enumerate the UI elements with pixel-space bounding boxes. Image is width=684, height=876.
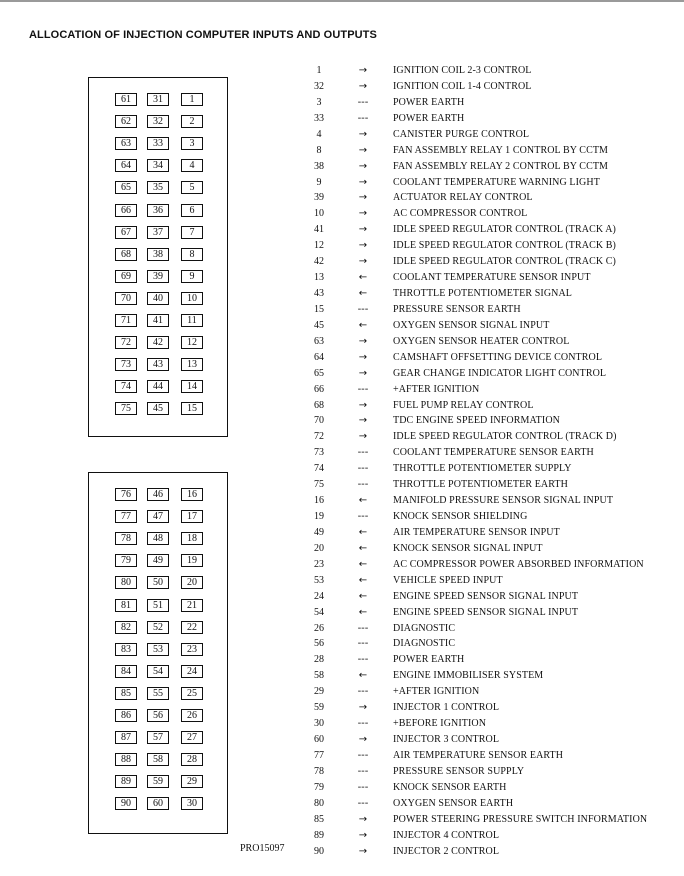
signal-description: THROTTLE POTENTIOMETER SIGNAL <box>393 288 572 300</box>
pin-number: 75 <box>314 479 324 491</box>
signal-description: THROTTLE POTENTIOMETER SUPPLY <box>393 463 572 475</box>
connector-pin: 84 <box>115 665 137 678</box>
signal-description: GEAR CHANGE INDICATOR LIGHT CONTROL <box>393 367 607 379</box>
connector-pin: 47 <box>147 510 169 523</box>
connector-pin: 13 <box>181 358 203 371</box>
connector-pin: 87 <box>115 731 137 744</box>
connector-pin: 81 <box>115 599 137 612</box>
connector-pin: 62 <box>115 115 137 128</box>
connector-pin: 65 <box>115 181 137 194</box>
signal-description: OXYGEN SENSOR SIGNAL INPUT <box>393 319 550 331</box>
connector-pin: 19 <box>181 554 203 567</box>
signal-direction: --- <box>357 303 369 315</box>
connector-pin: 89 <box>115 775 137 788</box>
connector-pin: 20 <box>181 576 203 589</box>
connector-pin: 43 <box>147 358 169 371</box>
signal-direction: --- <box>357 797 369 809</box>
pin-number: 3 <box>316 96 322 108</box>
signal-description: +AFTER IGNITION <box>393 686 480 698</box>
pin-number: 16 <box>314 495 324 507</box>
signal-description: PRESSURE SENSOR EARTH <box>393 303 521 315</box>
signal-direction: ← <box>358 319 368 331</box>
signal-direction: --- <box>357 765 369 777</box>
signal-direction: → <box>358 845 368 857</box>
pin-number: 72 <box>314 431 324 443</box>
signal-description: COOLANT TEMPERATURE WARNING LIGHT <box>393 176 600 188</box>
connector-pin: 48 <box>147 532 169 545</box>
pin-number: 23 <box>314 558 324 570</box>
signal-direction: --- <box>357 112 369 124</box>
signal-description: THROTTLE POTENTIOMETER EARTH <box>393 479 568 491</box>
pin-number: 12 <box>314 240 324 252</box>
signal-description: ENGINE IMMOBILISER SYSTEM <box>393 670 544 682</box>
connector-pin: 34 <box>147 159 169 172</box>
connector-pin: 68 <box>115 248 137 261</box>
pin-number: 10 <box>314 208 324 220</box>
signal-description: AIR TEMPERATURE SENSOR INPUT <box>393 526 560 538</box>
connector-pin: 52 <box>147 621 169 634</box>
connector-pin: 66 <box>115 204 137 217</box>
signal-description: COOLANT TEMPERATURE SENSOR EARTH <box>393 447 594 459</box>
pin-number: 15 <box>314 303 324 315</box>
signal-description: OXYGEN SENSOR HEATER CONTROL <box>393 335 570 347</box>
pin-number: 20 <box>314 542 324 554</box>
connector-pin: 21 <box>181 599 203 612</box>
connector-pin: 22 <box>181 621 203 634</box>
signal-description: ENGINE SPEED SENSOR SIGNAL INPUT <box>393 606 579 618</box>
connector-pin: 32 <box>147 115 169 128</box>
connector-pin: 63 <box>115 137 137 150</box>
signal-direction: --- <box>357 622 369 634</box>
pin-number: 32 <box>314 80 324 92</box>
connector-pin: 60 <box>147 797 169 810</box>
pin-number: 33 <box>314 112 324 124</box>
connector-pin: 46 <box>147 488 169 501</box>
pin-number: 74 <box>314 463 324 475</box>
connector-pin: 69 <box>115 270 137 283</box>
signal-direction: → <box>358 65 368 76</box>
signal-direction: ← <box>358 542 368 554</box>
connector-pin: 30 <box>181 797 203 810</box>
connector-pin: 44 <box>147 380 169 393</box>
pin-number: 24 <box>314 590 324 602</box>
connector-pin: 10 <box>181 292 203 305</box>
connector-pin: 9 <box>181 270 203 283</box>
pin-number: 38 <box>314 160 324 172</box>
connector-pin: 57 <box>147 731 169 744</box>
connector-pin: 70 <box>115 292 137 305</box>
connector-pin: 83 <box>115 643 137 656</box>
signal-direction: --- <box>357 447 369 459</box>
connector-pin: 7 <box>181 226 203 239</box>
signal-direction: → <box>358 144 368 156</box>
connector-pin: 75 <box>115 402 137 415</box>
connector-pin: 26 <box>181 709 203 722</box>
connector-pin: 79 <box>115 554 137 567</box>
signal-direction: ← <box>358 288 368 300</box>
signal-description: KNOCK SENSOR SHIELDING <box>393 511 528 523</box>
connector-pin: 6 <box>181 204 203 217</box>
pin-number: 90 <box>314 845 324 857</box>
signal-description: OXYGEN SENSOR EARTH <box>393 797 514 809</box>
signal-direction: ← <box>358 526 368 538</box>
connector-pin: 58 <box>147 753 169 766</box>
pin-number: 59 <box>314 702 324 714</box>
signal-description: COOLANT TEMPERATURE SENSOR INPUT <box>393 272 591 284</box>
connector-pin: 45 <box>147 402 169 415</box>
connector-pin: 25 <box>181 687 203 700</box>
connector-pin: 40 <box>147 292 169 305</box>
pin-number: 53 <box>314 574 324 586</box>
signal-direction: → <box>358 256 368 268</box>
signal-direction: --- <box>357 638 369 650</box>
signal-description: INJECTOR 2 CONTROL <box>393 845 500 857</box>
signal-direction: ← <box>358 272 368 284</box>
signal-description: AIR TEMPERATURE SENSOR EARTH <box>393 749 564 761</box>
signal-description: FAN ASSEMBLY RELAY 2 CONTROL BY CCTM <box>393 160 609 172</box>
connector-pin: 11 <box>181 314 203 327</box>
connector-pin: 1 <box>181 93 203 106</box>
pin-number: 73 <box>314 447 324 459</box>
signal-direction: --- <box>357 463 369 475</box>
pin-number: 8 <box>316 144 322 156</box>
signal-direction: → <box>358 160 368 172</box>
pin-number: 30 <box>314 718 324 730</box>
connector-pin: 28 <box>181 753 203 766</box>
pin-number: 89 <box>314 829 324 841</box>
pin-number: 77 <box>314 749 324 761</box>
signal-description: PRESSURE SENSOR SUPPLY <box>393 765 525 777</box>
connector-block-bottom <box>88 472 228 834</box>
signal-description: IDLE SPEED REGULATOR CONTROL (TRACK A) <box>393 224 616 236</box>
connector-pin: 12 <box>181 336 203 349</box>
signal-description: DIAGNOSTIC <box>393 622 456 634</box>
connector-pin: 80 <box>115 576 137 589</box>
pin-number: 80 <box>314 797 324 809</box>
signal-direction: → <box>358 192 368 204</box>
drawing-code: PRO15097 <box>240 843 285 854</box>
signal-direction: ← <box>358 574 368 586</box>
connector-pin: 27 <box>181 731 203 744</box>
connector-pin: 61 <box>115 93 137 106</box>
pin-number: 45 <box>314 319 324 331</box>
signal-direction: --- <box>357 654 369 666</box>
signal-description: IGNITION COIL 2-3 CONTROL <box>393 65 532 76</box>
pin-number: 70 <box>314 415 324 427</box>
connector-pin: 4 <box>181 159 203 172</box>
signal-direction: ← <box>358 606 368 618</box>
pin-number: 41 <box>314 224 324 236</box>
signal-direction: → <box>358 367 368 379</box>
pin-number: 49 <box>314 526 324 538</box>
signal-description: IDLE SPEED REGULATOR CONTROL (TRACK D) <box>393 431 617 443</box>
signal-direction: --- <box>357 749 369 761</box>
pin-number: 64 <box>314 351 324 363</box>
connector-pin: 67 <box>115 226 137 239</box>
signal-direction: → <box>358 176 368 188</box>
signal-direction: → <box>358 829 368 841</box>
connector-pin: 18 <box>181 532 203 545</box>
signal-description: AC COMPRESSOR POWER ABSORBED INFORMATION <box>393 558 644 570</box>
pin-number: 85 <box>314 813 324 825</box>
connector-pin: 71 <box>115 314 137 327</box>
connector-pin: 54 <box>147 665 169 678</box>
connector-pin: 78 <box>115 532 137 545</box>
signal-description: CAMSHAFT OFFSETTING DEVICE CONTROL <box>393 351 603 363</box>
connector-pin: 51 <box>147 599 169 612</box>
pin-number: 66 <box>314 383 324 395</box>
connector-pin: 17 <box>181 510 203 523</box>
pin-number: 65 <box>314 367 324 379</box>
connector-pin: 39 <box>147 270 169 283</box>
connector-block-top <box>88 77 228 437</box>
signal-description: FUEL PUMP RELAY CONTROL <box>393 399 534 411</box>
connector-pin: 14 <box>181 380 203 393</box>
pin-number: 54 <box>314 606 324 618</box>
signal-direction: → <box>358 208 368 220</box>
pin-number: 79 <box>314 781 324 793</box>
connector-pin: 88 <box>115 753 137 766</box>
signal-description: MANIFOLD PRESSURE SENSOR SIGNAL INPUT <box>393 495 614 507</box>
connector-pin: 38 <box>147 248 169 261</box>
connector-pin: 73 <box>115 358 137 371</box>
signal-direction: --- <box>357 511 369 523</box>
pin-number: 1 <box>316 65 322 76</box>
connector-pin: 86 <box>115 709 137 722</box>
connector-pin: 74 <box>115 380 137 393</box>
connector-pin: 33 <box>147 137 169 150</box>
connector-pin: 56 <box>147 709 169 722</box>
connector-pin: 82 <box>115 621 137 634</box>
signal-direction: --- <box>357 686 369 698</box>
signal-description: ENGINE SPEED SENSOR SIGNAL INPUT <box>393 590 579 602</box>
signal-direction: → <box>358 734 368 746</box>
signal-direction: ← <box>358 495 368 507</box>
connector-pin: 35 <box>147 181 169 194</box>
connector-pin: 36 <box>147 204 169 217</box>
signal-direction: --- <box>357 718 369 730</box>
signal-description: DIAGNOSTIC <box>393 638 456 650</box>
pin-number: 9 <box>316 176 322 188</box>
connector-pin: 59 <box>147 775 169 788</box>
signal-direction: --- <box>357 479 369 491</box>
pin-number: 63 <box>314 335 324 347</box>
connector-pin: 50 <box>147 576 169 589</box>
pin-number: 58 <box>314 670 324 682</box>
connector-pin: 5 <box>181 181 203 194</box>
signal-description: IDLE SPEED REGULATOR CONTROL (TRACK B) <box>393 240 616 252</box>
connector-pin: 53 <box>147 643 169 656</box>
signal-direction: --- <box>357 383 369 395</box>
signal-description: INJECTOR 4 CONTROL <box>393 829 500 841</box>
signal-description: ACTUATOR RELAY CONTROL <box>393 192 533 204</box>
signal-description: KNOCK SENSOR SIGNAL INPUT <box>393 542 543 554</box>
signal-description: INJECTOR 1 CONTROL <box>393 702 500 714</box>
signal-direction: ← <box>358 670 368 682</box>
page-title: ALLOCATION OF INJECTION COMPUTER INPUTS AND OUTPUTS <box>29 29 377 41</box>
connector-pin: 23 <box>181 643 203 656</box>
connector-pin: 15 <box>181 402 203 415</box>
connector-pin: 64 <box>115 159 137 172</box>
signal-description: POWER EARTH <box>393 96 465 108</box>
pin-number: 13 <box>314 272 324 284</box>
signal-direction: ← <box>358 590 368 602</box>
pin-number: 39 <box>314 192 324 204</box>
signal-direction: → <box>358 128 368 140</box>
connector-pin: 37 <box>147 226 169 239</box>
signal-description: AC COMPRESSOR CONTROL <box>393 208 528 220</box>
signal-direction: ← <box>358 558 368 570</box>
connector-pin: 77 <box>115 510 137 523</box>
connector-pin: 55 <box>147 687 169 700</box>
signal-direction: → <box>358 80 368 92</box>
pin-number: 43 <box>314 288 324 300</box>
pin-number: 78 <box>314 765 324 777</box>
pin-number: 4 <box>316 128 322 140</box>
signal-direction: → <box>358 240 368 252</box>
pin-number: 68 <box>314 399 324 411</box>
signal-description: POWER STEERING PRESSURE SWITCH INFORMATION <box>393 813 648 825</box>
signal-description: INJECTOR 3 CONTROL <box>393 734 500 746</box>
signal-direction: → <box>358 702 368 714</box>
signal-direction: --- <box>357 96 369 108</box>
pin-number: 60 <box>314 734 324 746</box>
signal-description: FAN ASSEMBLY RELAY 1 CONTROL BY CCTM <box>393 144 609 156</box>
pin-number: 56 <box>314 638 324 650</box>
signal-description: KNOCK SENSOR EARTH <box>393 781 507 793</box>
connector-pin: 8 <box>181 248 203 261</box>
signal-direction: → <box>358 431 368 443</box>
connector-pin: 29 <box>181 775 203 788</box>
signal-direction: → <box>358 415 368 427</box>
signal-direction: → <box>358 351 368 363</box>
signal-direction: → <box>358 399 368 411</box>
signal-direction: --- <box>357 781 369 793</box>
signal-description: TDC ENGINE SPEED INFORMATION <box>393 415 560 427</box>
connector-pin: 85 <box>115 687 137 700</box>
connector-pin: 41 <box>147 314 169 327</box>
pin-number: 19 <box>314 511 324 523</box>
pin-number: 26 <box>314 622 324 634</box>
connector-pin: 2 <box>181 115 203 128</box>
signal-description: IGNITION COIL 1-4 CONTROL <box>393 80 532 92</box>
connector-pin: 31 <box>147 93 169 106</box>
signal-description: POWER EARTH <box>393 654 465 666</box>
connector-pin: 90 <box>115 797 137 810</box>
connector-pin: 76 <box>115 488 137 501</box>
signal-description: CANISTER PURGE CONTROL <box>393 128 530 140</box>
connector-pin: 16 <box>181 488 203 501</box>
signal-description: VEHICLE SPEED INPUT <box>393 574 503 586</box>
pin-number: 28 <box>314 654 324 666</box>
connector-pin: 42 <box>147 336 169 349</box>
signal-direction: → <box>358 224 368 236</box>
connector-pin: 72 <box>115 336 137 349</box>
connector-pin: 49 <box>147 554 169 567</box>
connector-pin: 3 <box>181 137 203 150</box>
pin-number: 42 <box>314 256 324 268</box>
signal-description: +AFTER IGNITION <box>393 383 480 395</box>
signal-description: +BEFORE IGNITION <box>393 718 487 730</box>
signal-description: POWER EARTH <box>393 112 465 124</box>
signal-direction: → <box>358 335 368 347</box>
connector-pin: 24 <box>181 665 203 678</box>
pin-number: 29 <box>314 686 324 698</box>
top-border-line <box>0 0 684 2</box>
signal-description: IDLE SPEED REGULATOR CONTROL (TRACK C) <box>393 256 616 268</box>
signal-direction: → <box>358 813 368 825</box>
